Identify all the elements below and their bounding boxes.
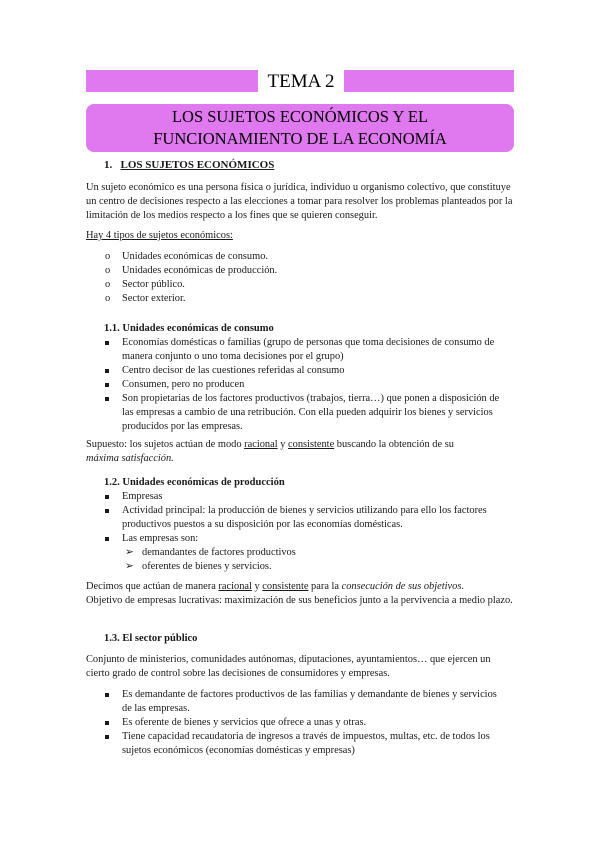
supuesto-paragraph: Supuesto: los sujetos actúan de modo racional y consistente buscando la obtención de su máxima satisfacción.: [86, 439, 454, 464]
list-item: Empresas: [122, 490, 507, 504]
square-bullet-icon: [105, 509, 109, 513]
list-item: Es demandante de factores productivos de las familias y demandante de bienes y servicios de las empresas.: [122, 688, 507, 716]
tema-label: TEMA 2: [267, 71, 335, 92]
list-item: Actividad principal: la producción de bienes y servicios utilizando para ello los factores productivos puestos a su disposición por las economías domésticas.: [122, 504, 507, 532]
square-bullet-icon: [105, 369, 109, 373]
list-item: Tiene capacidad recaudatoria de ingresos a través de impuestos, multas, etc. de todos los sujetos económicos (economías domésticas y empresas): [122, 730, 507, 758]
square-bullet-icon: [105, 341, 109, 345]
list-item: Son propietarias de los factores productivos (trabajos, tierra…) que ponen a disposición de las empresas a cambio de una retribución. Con ella pueden adquirir los bienes y servicios producidos por las empresas.: [122, 392, 507, 434]
arrow-bullet-icon: ➢: [125, 547, 134, 558]
list-item: ➢ demandantes de factores productivos: [125, 547, 296, 558]
list-item: ➢ oferentes de bienes y servicios.: [125, 561, 272, 572]
list-item: Centro decisor de las cuestiones referidas al consumo: [122, 364, 507, 378]
square-bullet-icon: [105, 721, 109, 725]
circle-bullet-icon: o: [105, 279, 111, 290]
tema-bar-left: [86, 70, 258, 92]
square-bullet-icon: [105, 383, 109, 387]
circle-bullet-icon: o: [105, 293, 111, 304]
list-item: o Sector público.: [105, 279, 185, 290]
section-1-number: 1.: [104, 159, 113, 171]
arrow-bullet-icon: ➢: [125, 561, 134, 572]
square-bullet-icon: [105, 397, 109, 401]
list-item: o Unidades económicas de producción.: [105, 265, 278, 276]
document-title: [86, 104, 514, 152]
list-item: Economías domésticas o familias (grupo de personas que toma decisiones de consumo de manera conjunto o uno toma decisiones por el grupo): [122, 336, 507, 364]
subsection-1-1-heading: 1.1. Unidades económicas de consumo: [104, 323, 274, 334]
list-item: o Unidades económicas de consumo.: [105, 251, 269, 262]
sub11-list: [122, 336, 507, 434]
sub13-intro: Conjunto de ministerios, comunidades autónomas, diputaciones, ayuntamientos… que ejercen un cierto grado de control sobre las decisiones de consumidores y empresas.: [86, 654, 491, 679]
title-line-1: LOS SUJETOS ECONÓMICOS Y EL: [171, 107, 429, 126]
tema-bar-right: [344, 70, 514, 92]
sub12-sublist: [125, 546, 502, 574]
circle-bullet-icon: o: [105, 251, 111, 262]
circle-bullet-icon: o: [105, 265, 111, 276]
square-bullet-icon: [105, 693, 109, 697]
sub12-list: [122, 490, 507, 546]
section-1-intro: Un sujeto económico es una persona física o jurídica, individuo u organismo colectivo, que constituye un centro de decisiones respecto a las elecciones a tomar para resolver los problemas planteados por la limitación de los medios respecto a los fines que se quieren conseguir.: [86, 182, 513, 221]
sub13-list: [122, 688, 507, 758]
subsection-1-2-heading: 1.2. Unidades económicas de producción: [104, 477, 285, 488]
list-item: Las empresas son:: [122, 532, 507, 546]
list-item: Consumen, pero no producen: [122, 378, 507, 392]
title-line-2: FUNCIONAMIENTO DE LA ECONOMÍA: [153, 129, 447, 148]
section-1-title: LOS SUJETOS ECONÓMICOS: [120, 159, 275, 171]
decimos-paragraph: Decimos que actúan de manera racional y consistente para la consecución de sus objetivos. Objetivo de empresas lucrativas: maximización de sus beneficios junto a la pervivencia a medio plazo.: [86, 581, 513, 606]
list-item: Es oferente de bienes y servicios que ofrece a unas y otras.: [122, 716, 507, 730]
square-bullet-icon: [105, 537, 109, 541]
section-1-heading: [104, 158, 274, 172]
types-intro: Hay 4 tipos de sujetos económicos:: [86, 230, 233, 241]
subsection-1-3-heading: 1.3. El sector público: [104, 633, 198, 644]
square-bullet-icon: [105, 495, 109, 499]
types-list: [105, 250, 502, 306]
list-item: o Sector exterior.: [105, 293, 186, 304]
square-bullet-icon: [105, 735, 109, 739]
